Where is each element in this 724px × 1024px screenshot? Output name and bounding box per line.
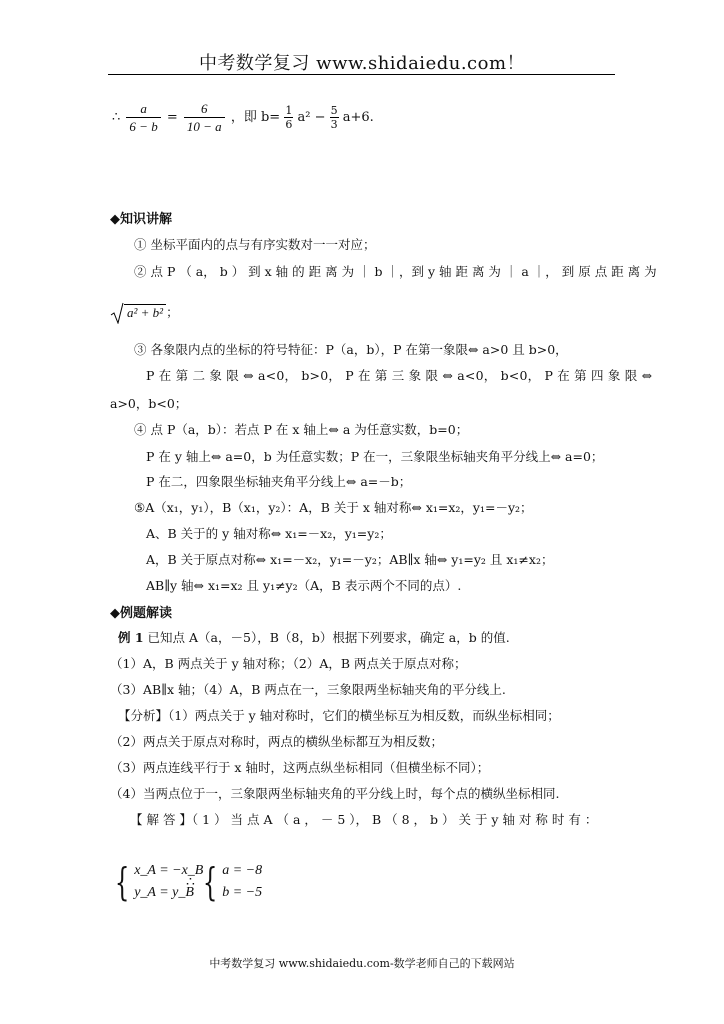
fraction-a-over-6-b: $\frac{a}{6 - b}$ [126,100,160,135]
knowledge-item-1: ① 坐标平面内的点与有序实数对一一对应； [134,237,376,252]
example-1-question: 例 1 已知点 A（a，－5），B（8，b）根据下列要求，确定 a，b 的值. [118,630,510,645]
fraction-1-over-6: $\frac{1}{6}$ [285,104,293,131]
answer-line: 【 解 答 】（ 1 ） 当 点 A （ a ， － 5 ）， B （ 8 ， b ） 关 于 y 轴 对 称 时 有 ： [130,812,598,827]
page-header-title: 中考数学复习 www.shidaiedu.com！ [198,53,526,74]
therefore-symbol: ∴ [112,110,121,125]
sqrt-expression: a² + b² ； [110,302,179,324]
knowledge-item-3b: P 在 第 二 象 限 ⇔ a<0， b>0， P 在 第 三 象 限 ⇔ a<0， b<0， P 在 第 四 象 限 ⇔ [146,368,653,383]
example-line-2: （1）A，B 两点关于 y 轴对称；（2）A，B 两点关于原点对称； [110,656,467,671]
knowledge-item-4a: ④ 点 P（a，b）：若点 P 在 x 轴上⇔ a 为任意实数，b=0； [134,422,469,437]
knowledge-item-5b: A、B 关于的 y 轴对称⇔ x₁=－x₂，y₁=y₂； [146,526,392,541]
knowledge-item-3a: ③ 各象限内点的坐标的符号特征：P（a，b），P 在第一象限⇔ a>0 且 b>0， [134,342,568,357]
therefore-symbol-2: ∴ [186,874,195,890]
left-brace-icon: { [114,860,130,904]
knowledge-item-4b: P 在 y 轴上⇔ a=0，b 为任意实数；P 在一，三象限坐标轴夹角平分线上⇔ a=0； [146,449,604,464]
knowledge-item-4c: P 在二，四象限坐标轴夹角平分线上⇔ a=－b； [146,474,412,489]
analysis-line-3: （3）两点连线平行于 x 轴时，这两点纵坐标相同（但横坐标不同）； [110,760,490,775]
top-formula: ∴ $\frac{a}{6 - b}$ = $\frac{6}{10 - a}$ ，即 b= $\frac{1}{6}$ a² − $\frac{5}{3}$ a+6. [112,101,374,134]
analysis-line-2: （2）两点关于原点对称时，两点的横纵坐标都互为相反数； [110,734,443,749]
header-rule [108,74,615,75]
equation-system-2: { a = −8 b = −5 [202,860,263,904]
knowledge-item-5d: AB∥y 轴⇔ x₁=x₂ 且 y₁≠y₂（A，B 表示两个不同的点）. [146,578,462,593]
example-line-3: （3）AB∥x 轴；（4）A，B 两点在一，三象限两坐标轴夹角的平分线上. [110,682,506,697]
fraction-5-over-3: $\frac{5}{3}$ [330,104,338,131]
analysis-line-4: （4）当两点位于一，三象限两坐标轴夹角的平分线上时，每个点的横纵坐标相同. [110,786,560,801]
fraction-6-over-10-a: $\frac{6}{10 - a}$ [184,100,225,135]
section-heading-example: ◆例题解读 [110,606,172,621]
knowledge-item-5a: ⑤A（x₁，y₁），B（x₁，y₂）：A，B 关于 x 轴对称⇔ x₁=x₂，y₁=－y₂； [134,500,533,515]
equation-system-1: { x_A = −x_B y_A = y_B [114,860,204,904]
knowledge-item-5c: A，B 关于原点对称⇔ x₁=－x₂，y₁=－y₂；AB∥x 轴⇔ y₁=y₂ 且 x₁≠x₂； [146,552,554,567]
knowledge-item-3c: a>0，b<0； [110,396,188,411]
section-heading-knowledge: ◆知识讲解 [110,212,172,227]
analysis-line-1: 【分析】（1）两点关于 y 轴对称时，它们的横坐标互为相反数，而纵坐标相同； [118,708,560,723]
knowledge-item-2: ② 点 P （ a， b ） 到 x 轴 的 距 离 为 ｜ b ｜， 到 y 轴 距 离 为 ｜ a ｜， 到 原 点 距 离 为 [134,264,657,279]
left-brace-icon: { [202,860,218,904]
sqrt-radical-icon [110,302,124,324]
page-footer: 中考数学复习 www.shidaiedu.com-数学老师自己的下载网站 [209,957,515,970]
example-label: 例 1 [118,630,144,645]
